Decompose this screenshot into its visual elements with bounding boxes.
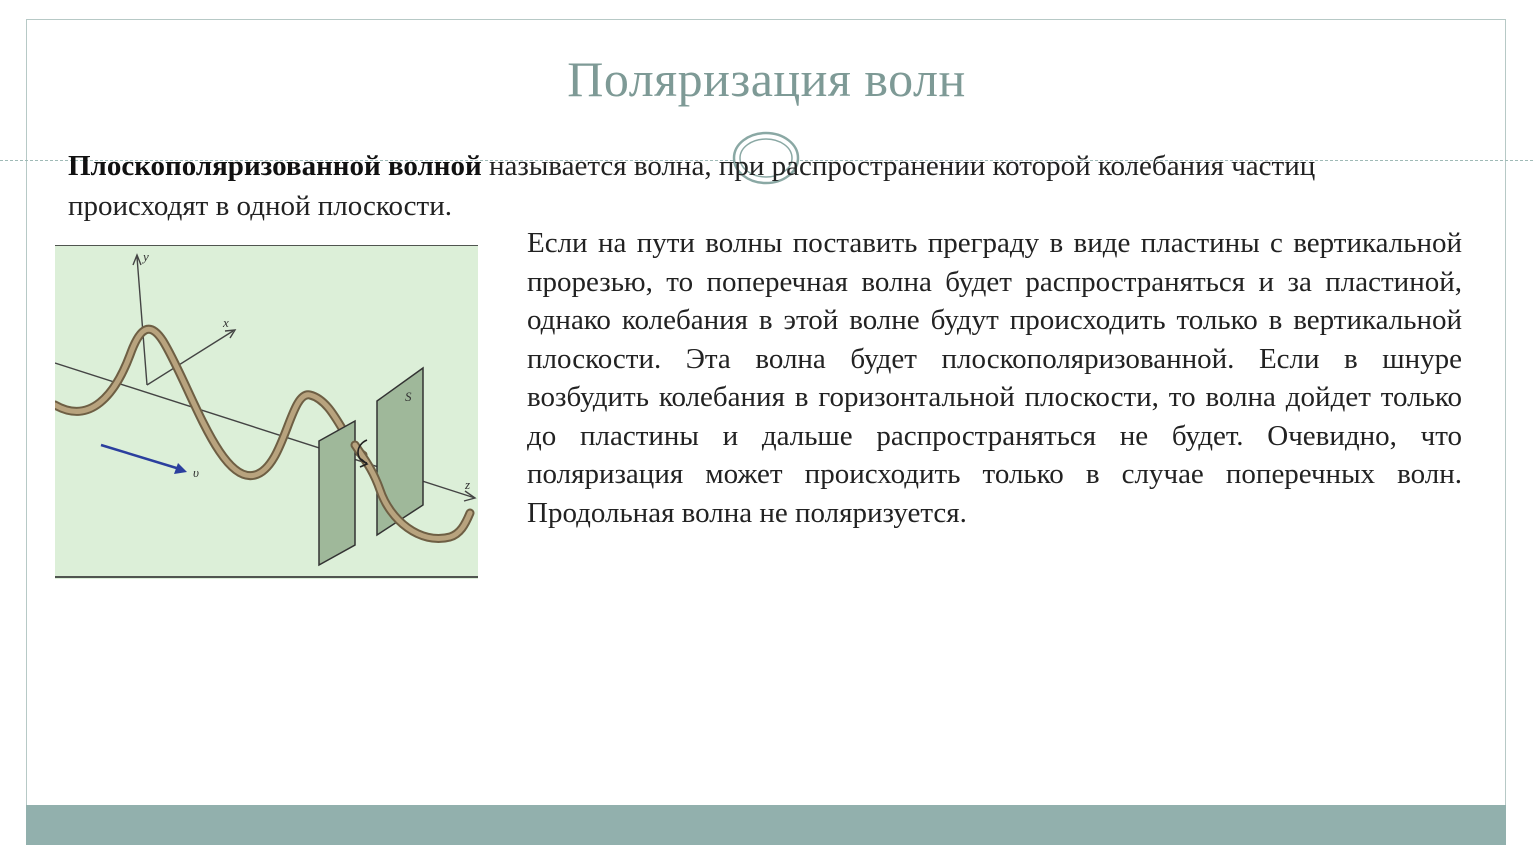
- definition-text: называется волна, при распространении которой колебания частиц происходят в одной плоскости.: [68, 150, 1316, 222]
- x-axis-label: x: [223, 315, 229, 330]
- velocity-label: υ: [193, 465, 199, 480]
- y-axis-label: y: [143, 249, 149, 264]
- definition-term: Плоскополяризованной волной: [68, 150, 482, 182]
- definition-paragraph: [68, 146, 1388, 226]
- polarization-figure: [55, 245, 478, 579]
- bottom-accent-bar: [26, 805, 1506, 845]
- slit-plate-back: [319, 421, 355, 565]
- slide-title: Поляризация волн: [567, 51, 966, 107]
- z-axis-label: z: [465, 477, 471, 492]
- plate-label: S: [405, 389, 412, 404]
- body-paragraph: Если на пути волны поставить преграду в виде пластины с вертикальной прорезью, то поперечная волна будет распространяться и за пластиной, однако колебания в этой волне будут происходить только в вертикальной плоскости. Эта волна будет плоскополяризованной. Если в шнуре возбудить колебания в горизонтальной плоскости, то волна дойдет только до пластины и дальше распространяться не будет. Очевидно, что поляризация может происходить только в случае поперечных волн. Продольная волна не поляризуется.: [527, 227, 1462, 529]
